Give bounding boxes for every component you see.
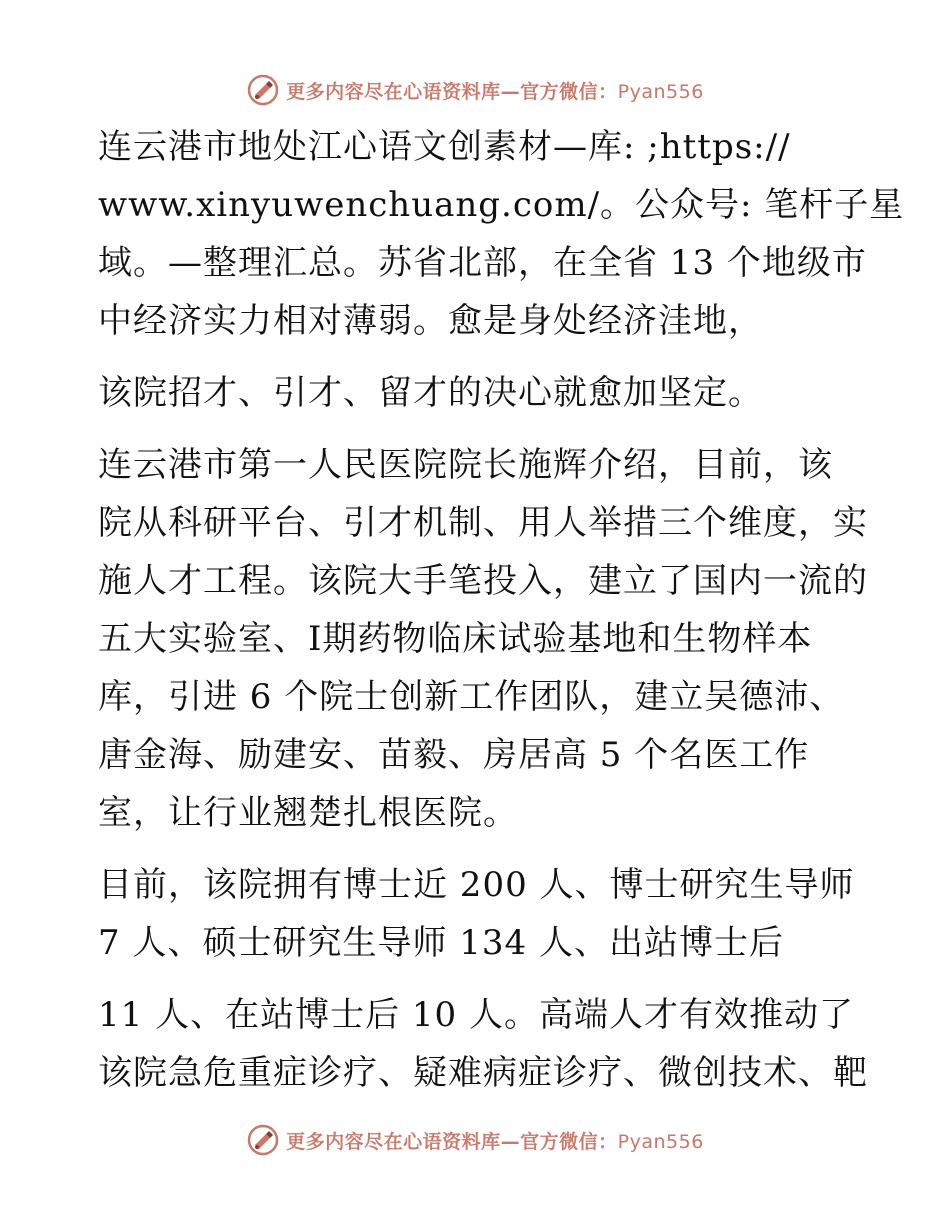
text-line: 目前，该院拥有博士近 200 人、博士研究生导师 <box>98 865 855 905</box>
banner-label: 更多内容尽在心语资料库—官方微信： <box>286 1130 618 1153</box>
text-line: 该院招才、引才、留才的决心就愈加坚定。 <box>98 373 763 413</box>
banner-text <box>286 77 704 104</box>
paragraph-1 <box>98 118 905 350</box>
text-line: 中经济实力相对薄弱。愈是身处经济洼地， <box>98 301 763 341</box>
paragraph-2 <box>98 364 858 422</box>
text-line: 连云港市地处江心语文创素材—库: ;https:// <box>98 127 791 167</box>
banner-label: 更多内容尽在心语资料库—官方微信： <box>286 80 618 103</box>
text-line: 连云港市第一人民医院院长施辉介绍，目前，该 <box>98 445 833 485</box>
logo-icon <box>246 73 280 107</box>
text-line: 域。—整理汇总。苏省北部，在全省 13 个地级市 <box>98 243 867 283</box>
text-line: 库，引进 6 个院士创新工作团队，建立吴德沛、 <box>98 677 845 717</box>
text-line: 该院急危重症诊疗、疑难病症诊疗、微创技术、靶 <box>98 1053 868 1093</box>
paragraph-4 <box>98 856 858 972</box>
document-body <box>98 118 905 1102</box>
paragraph-5 <box>98 986 868 1102</box>
text-line: 11 人、在站博士后 10 人。高端人才有效推动了 <box>98 995 854 1035</box>
text-line: www.xinyuwenchuang.com/。公众号: 笔杆子星 <box>98 185 905 225</box>
logo-icon <box>246 1123 280 1157</box>
text-line: 五大实验室、Ⅰ期药物临床试验基地和生物样本 <box>98 619 813 659</box>
text-line: 7 人、硕士研究生导师 134 人、出站博士后 <box>98 923 784 963</box>
wechat-handle: Pyan556 <box>617 80 704 103</box>
wechat-handle: Pyan556 <box>617 1130 704 1153</box>
paragraph-3 <box>98 436 868 842</box>
text-line: 院从科研平台、引才机制、用人举措三个维度，实 <box>98 503 868 543</box>
footer-banner <box>0 1120 950 1160</box>
header-banner <box>0 70 950 110</box>
text-line: 施人才工程。该院大手笔投入，建立了国内一流的 <box>98 561 868 601</box>
text-line: 唐金海、励建安、苗毅、房居高 5 个名医工作 <box>98 735 810 775</box>
banner-text <box>286 1127 704 1154</box>
text-line: 室，让行业翘楚扎根医院。 <box>98 793 518 833</box>
